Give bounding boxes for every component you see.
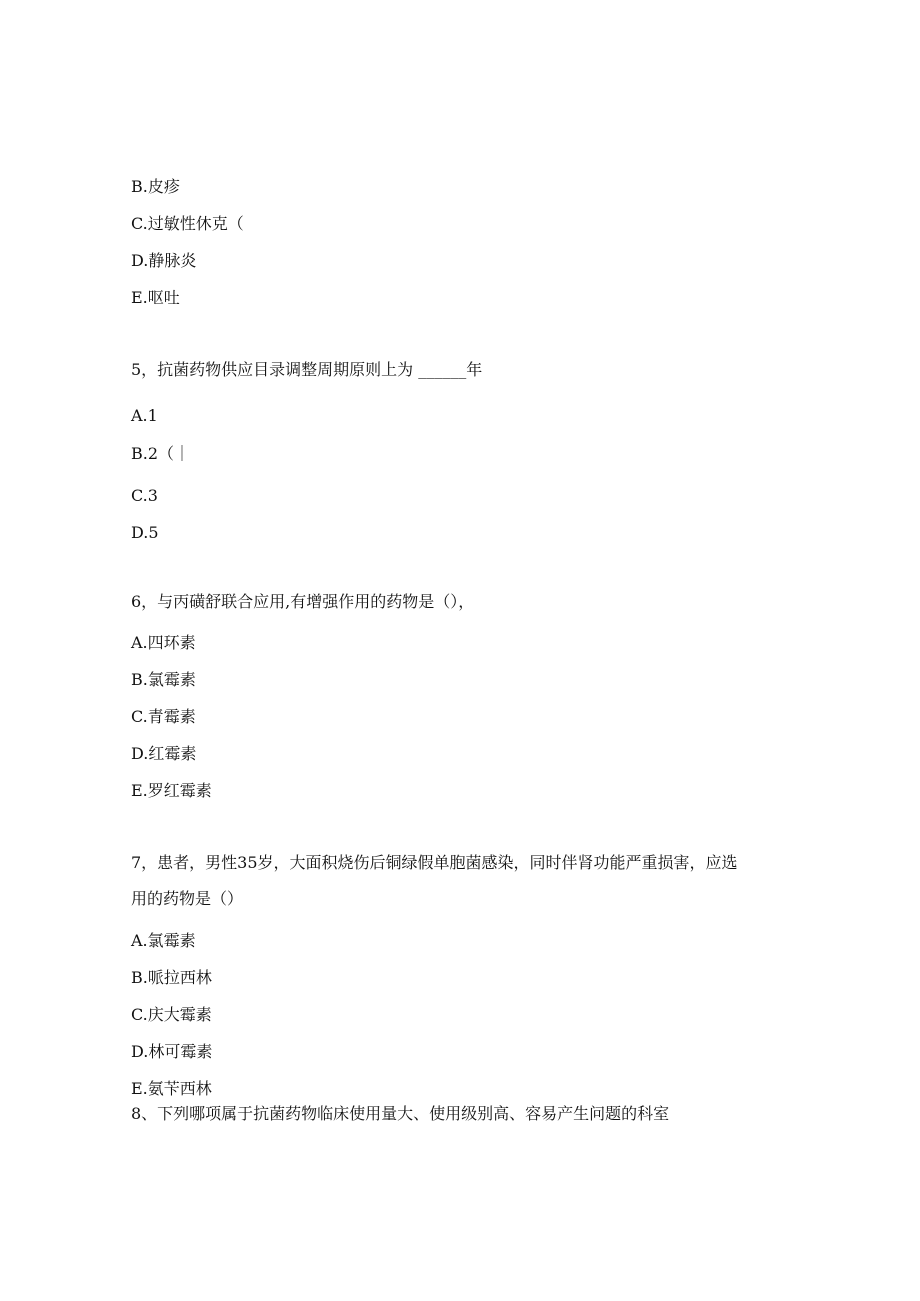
option-c: C.庆大霉素 (131, 1005, 212, 1024)
option-e: E.氨苄西林 (131, 1079, 212, 1098)
option-c: C.过敏性休克（ (131, 214, 244, 233)
option-a: A.1 (131, 406, 158, 425)
option-c: C.青霉素 (131, 707, 196, 726)
option-b: B.2（｜ (131, 444, 191, 463)
question-stem: 6，与丙磺舒联合应用,有增强作用的药物是（）， (131, 592, 475, 611)
option-e: E.呕吐 (131, 288, 180, 307)
option-c: C.3 (131, 486, 158, 505)
option-d: D.5 (131, 523, 159, 542)
question-stem: 8、下列哪项属于抗菌药物临床使用量大、使用级别高、容易产生问题的科室 (131, 1104, 670, 1123)
option-e: E.罗红霉素 (131, 781, 212, 800)
option-a: A.氯霉素 (131, 931, 196, 950)
option-d: D.林可霉素 (131, 1042, 213, 1061)
option-a: A.四环素 (131, 633, 196, 652)
option-b: B.氯霉素 (131, 670, 196, 689)
question-stem-line-2: 用的药物是（） (131, 889, 244, 908)
option-d: D.静脉炎 (131, 251, 197, 270)
option-b: B.皮疹 (131, 177, 180, 196)
question-stem-line-1: 7，患者，男性35岁，大面积烧伤后铜绿假单胞菌感染，同时伴肾功能严重损害，应选 (131, 853, 738, 872)
option-b: B.哌拉西林 (131, 968, 212, 987)
option-d: D.红霉素 (131, 744, 197, 763)
question-stem: 5，抗菌药物供应目录调整周期原则上为 ______年 (131, 360, 483, 379)
